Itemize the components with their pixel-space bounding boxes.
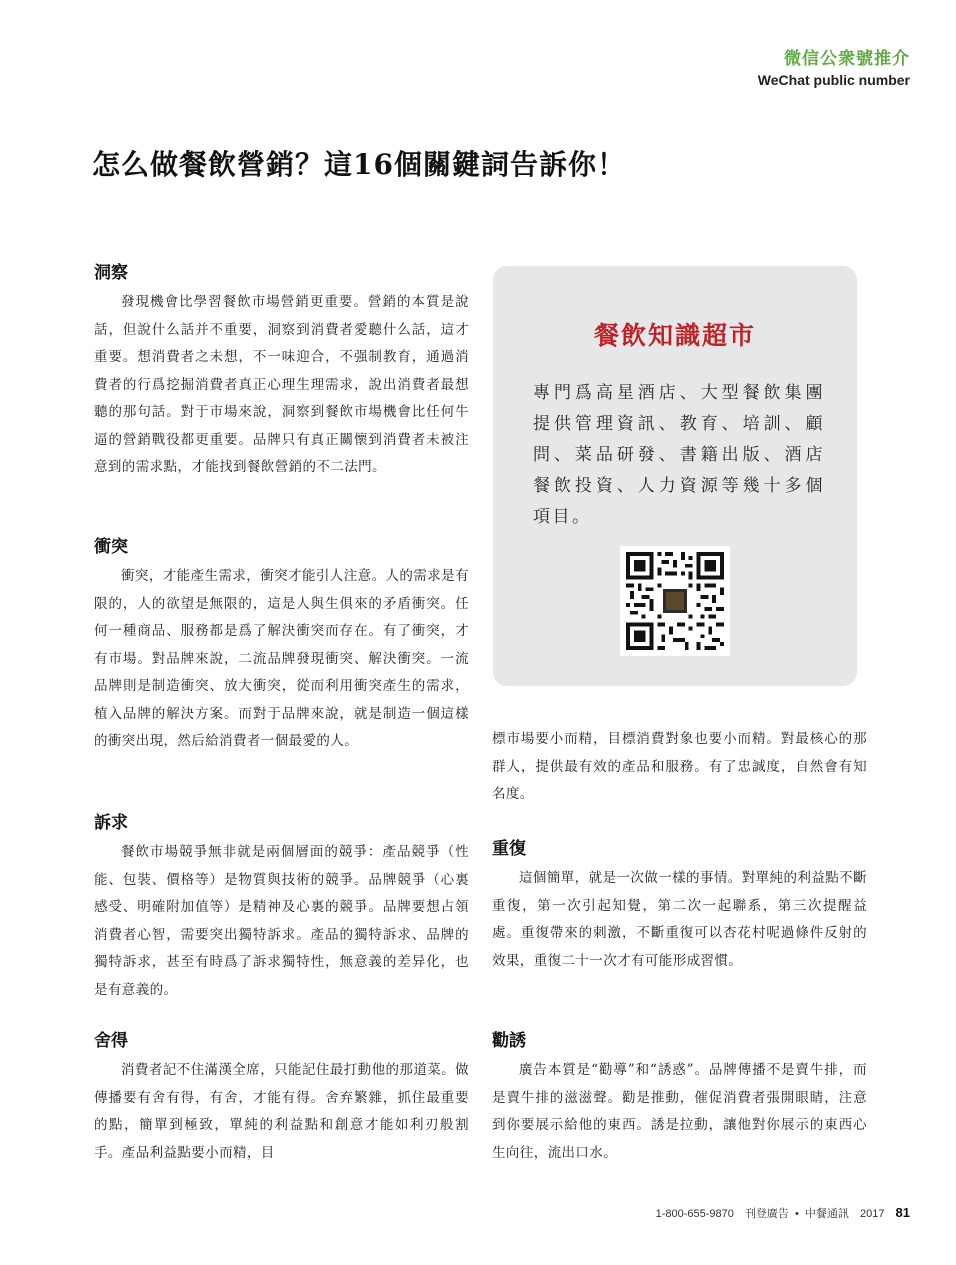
footer-magazine: 中餐通訊: [804, 1208, 849, 1220]
section-heading: 舍得: [94, 1031, 128, 1051]
section-body: 餐飲市場競爭無非就是兩個層面的競爭：產品競爭（性能、包裝、價格等）是物質與技術的競爭。品牌競爭（心裏感受、明確附加值等）是精神及心裏的競爭。品牌要想占領消費者心智，需要突出獨特訴求。產品的獨特訴求、品牌的獨特訴求，甚至有時爲了訴求獨特性，無意義的差异化，也是有意義的。: [94, 844, 469, 998]
section-body: 消費者記不住滿漢全席，只能記住最打動他的那道菜。做傳播要有舍有得，有舍，才能有得。舍弃繁雜，抓住最重要的點，簡單到極致，單純的利益點和創意才能如利刃般割手。產品利益點要小而精，目: [94, 1062, 469, 1161]
section-body-continued: 標市場要小而精，目標消費對象也要小而精。對最核心的那群人，提供最有效的產品和服務。有了忠誠度，自然會有知名度。: [492, 731, 867, 802]
section-persuasion: [492, 1030, 867, 1167]
section-heading: 衝突: [94, 537, 128, 557]
article-title: 怎么做餐飲營銷？這16個關鍵詞告訴你！: [92, 148, 626, 181]
section-insight: [94, 262, 469, 482]
page-footer: [656, 1205, 910, 1221]
section-body: 衝突，才能產生需求，衝突才能引人注意。人的需求是有限的，人的欲望是無限的，這是人與生俱來的矛盾衝突。任何一種商品、服務都是爲了解決衝突而存在。有了衝突，才有市場。對品牌來說，二流品牌發現衝突、解決衝突。一流品牌則是制造衝突、放大衝突，從而利用衝突產生的需求，植入品牌的解決方案。而對于品牌來說，就是制造一個這樣的衝突出現，然后給消費者一個最愛的人。: [94, 568, 469, 749]
section-body: 廣告本質是“勸導”和“誘惑”。品牌傳播不是賣牛排，而是賣牛排的滋滋聲。勸是推動，催促消費者張開眼睛，注意到你要展示給他的東西。誘是拉動，讓他對你展示的東西心生向往，流出口水。: [492, 1062, 867, 1161]
section-conflict: [94, 536, 469, 756]
section-tradeoff-continued: [492, 726, 867, 809]
section-heading: 重復: [492, 839, 526, 859]
footer-year: 2017: [859, 1208, 885, 1220]
promo-body: 專門爲高星酒店、大型餐飲集團提供管理資訊、教育、培訓、顧問、菜品研發、書籍出版、酒店餐飲投資、人力資源等幾十多個項目。: [533, 383, 825, 527]
section-body: 這個簡單，就是一次做一樣的事情。對單純的利益點不斷重復，第一次引起知覺，第二次一起聯系，第三次提醒益處。重復帶來的刺激，不斷重復可以杏花村呢過條件反射的效果，重復二十一次才有可能形成習慣。: [492, 870, 867, 969]
page-number: 81: [895, 1205, 910, 1220]
footer-bullet: •: [795, 1208, 799, 1220]
section-appeal: [94, 812, 469, 1004]
column-name-zh: 微信公衆號推介: [784, 49, 910, 69]
section-heading: 勸誘: [492, 1031, 526, 1051]
qr-code-icon: [626, 552, 724, 650]
column-name-en: WeChat public number: [757, 72, 910, 88]
footer-publication: 刊登廣告: [744, 1208, 789, 1220]
footer-phone: 1-800-655-9870: [655, 1208, 734, 1220]
section-body: 發現機會比學習餐飲市場營銷更重要。營銷的本質是說話，但說什么話并不重要，洞察到消費者愛聽什么話，這才重要。想消費者之未想，不一味迎合，不强制教育，通過消費者的行爲挖掘消費者真正心理生理需求，說出消費者最想聽的那句話。對于市場來說，洞察到餐飲市場機會比任何牛逼的營銷戰役都更重要。品牌只有真正關懷到消費者未被注意到的需求點，才能找到餐飲營銷的不二法門。: [94, 294, 469, 475]
section-repetition: [492, 838, 867, 975]
promo-box: [493, 266, 857, 686]
column-tag: [758, 44, 910, 88]
section-heading: 洞察: [94, 263, 128, 283]
qr-code[interactable]: [620, 546, 730, 656]
section-tradeoff: [94, 1030, 469, 1167]
section-heading: 訴求: [94, 813, 128, 833]
promo-title: 餐飲知識超市: [593, 321, 756, 350]
